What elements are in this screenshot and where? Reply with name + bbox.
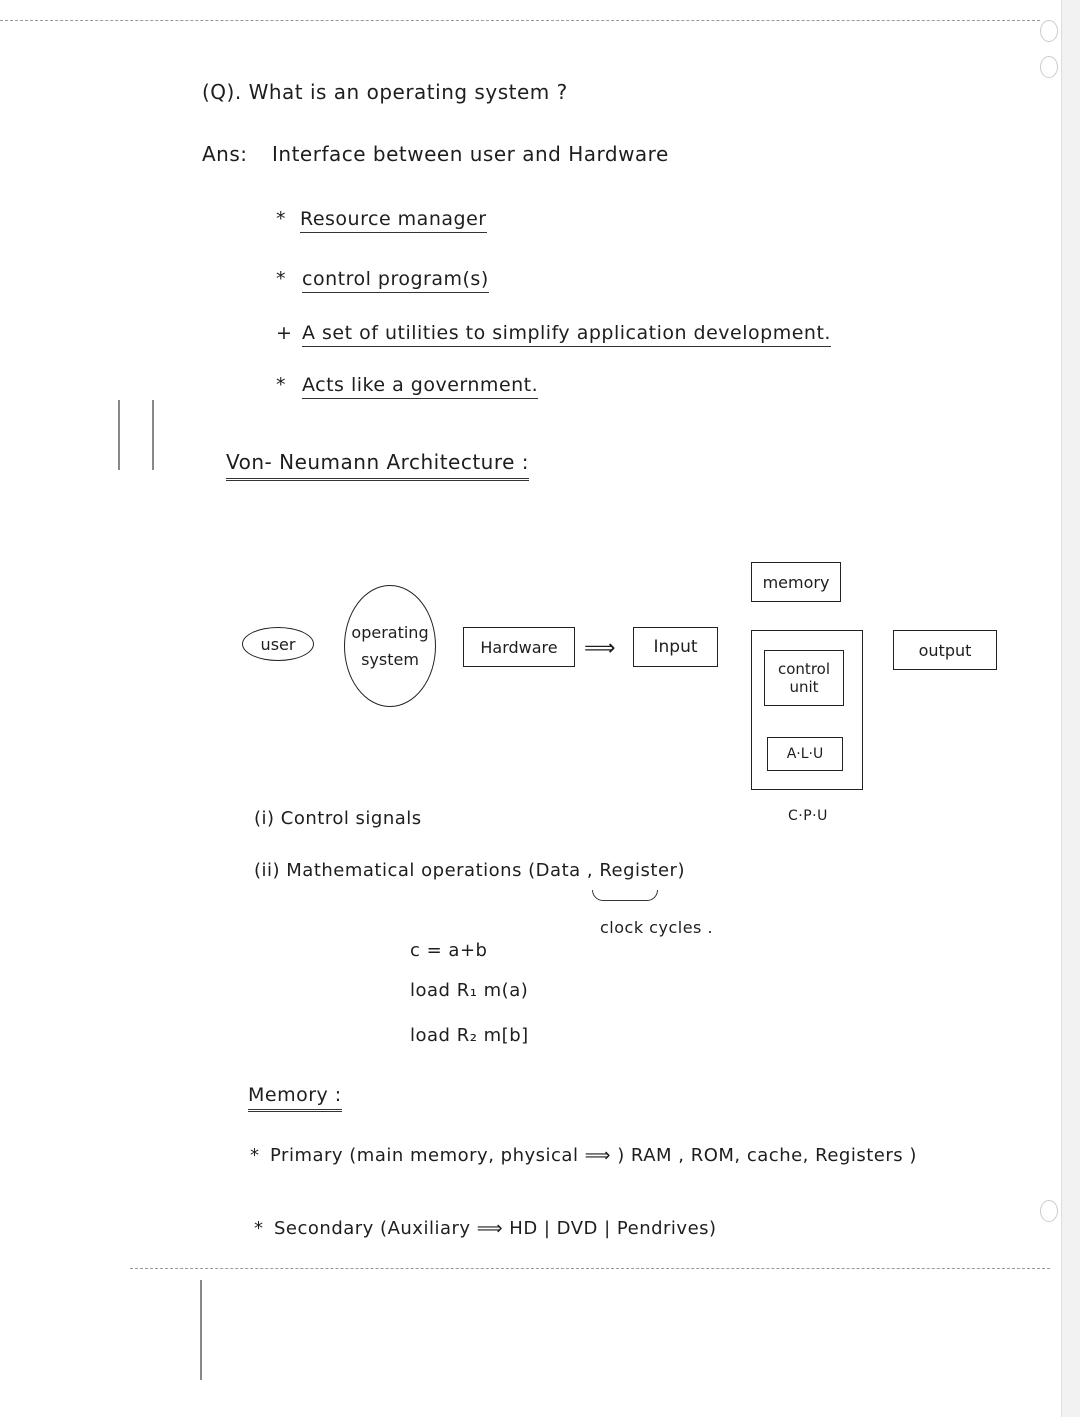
control-unit-node <box>764 650 844 706</box>
brace-mark <box>592 890 658 901</box>
bullet-resource-manager: Resource manager <box>300 208 487 233</box>
arrow-icon: ⟹ <box>584 636 617 661</box>
bottom-rule <box>130 1268 1050 1269</box>
os-label-line1: operating <box>351 623 429 642</box>
bullet-utilities: A set of utilities to simplify application development. <box>302 322 831 347</box>
code-line: c = a+b <box>410 940 488 961</box>
bullet-mark: * <box>276 268 286 290</box>
cpu-label: C·P·U <box>788 808 828 824</box>
top-rule <box>0 20 1040 21</box>
user-node: user <box>242 627 314 661</box>
os-label-line2: system <box>361 650 419 669</box>
bullet-mark: * <box>276 208 286 230</box>
memory-title: Memory : <box>248 1084 342 1112</box>
point-control-signals: (i) Control signals <box>254 808 422 829</box>
os-node <box>344 585 436 707</box>
answer-text: Interface between user and Hardware <box>272 142 669 166</box>
margin-mark <box>200 1280 202 1380</box>
bullet-mark: + <box>276 322 293 344</box>
bullet-control-program: control program(s) <box>302 268 489 293</box>
output-node: output <box>893 630 997 670</box>
answer-label: Ans: <box>202 142 248 166</box>
memory-secondary: Secondary (Auxiliary ⟹ HD | DVD | Pendrives) <box>274 1218 717 1239</box>
bullet-mark: * <box>250 1145 260 1166</box>
binder-hole <box>1040 20 1058 42</box>
binder-hole <box>1040 1200 1058 1222</box>
margin-mark <box>152 400 154 470</box>
binder-hole <box>1040 56 1058 78</box>
bullet-mark: * <box>254 1218 264 1239</box>
hardware-node: Hardware <box>463 627 575 667</box>
control-unit-line2: unit <box>789 678 819 696</box>
page-edge <box>1061 0 1080 1417</box>
architecture-title: Von- Neumann Architecture : <box>226 450 529 481</box>
memory-node: memory <box>751 562 841 602</box>
bullet-mark: * <box>276 374 286 396</box>
point-math-operations: (ii) Mathematical operations (Data , Register) <box>254 860 685 881</box>
code-line: load R₂ m[b] <box>410 1025 529 1046</box>
code-line: load R₁ m(a) <box>410 980 529 1001</box>
alu-node: A·L·U <box>767 737 843 771</box>
bullet-government: Acts like a government. <box>302 374 538 399</box>
control-unit-line1: control <box>778 660 830 678</box>
memory-primary: Primary (main memory, physical ⟹ ) RAM , ROM, cache, Registers ) <box>270 1145 917 1166</box>
margin-mark <box>118 400 120 470</box>
clock-cycles-note: clock cycles . <box>600 918 714 937</box>
input-node: Input <box>633 627 718 667</box>
question-heading: (Q). What is an operating system ? <box>202 80 568 104</box>
